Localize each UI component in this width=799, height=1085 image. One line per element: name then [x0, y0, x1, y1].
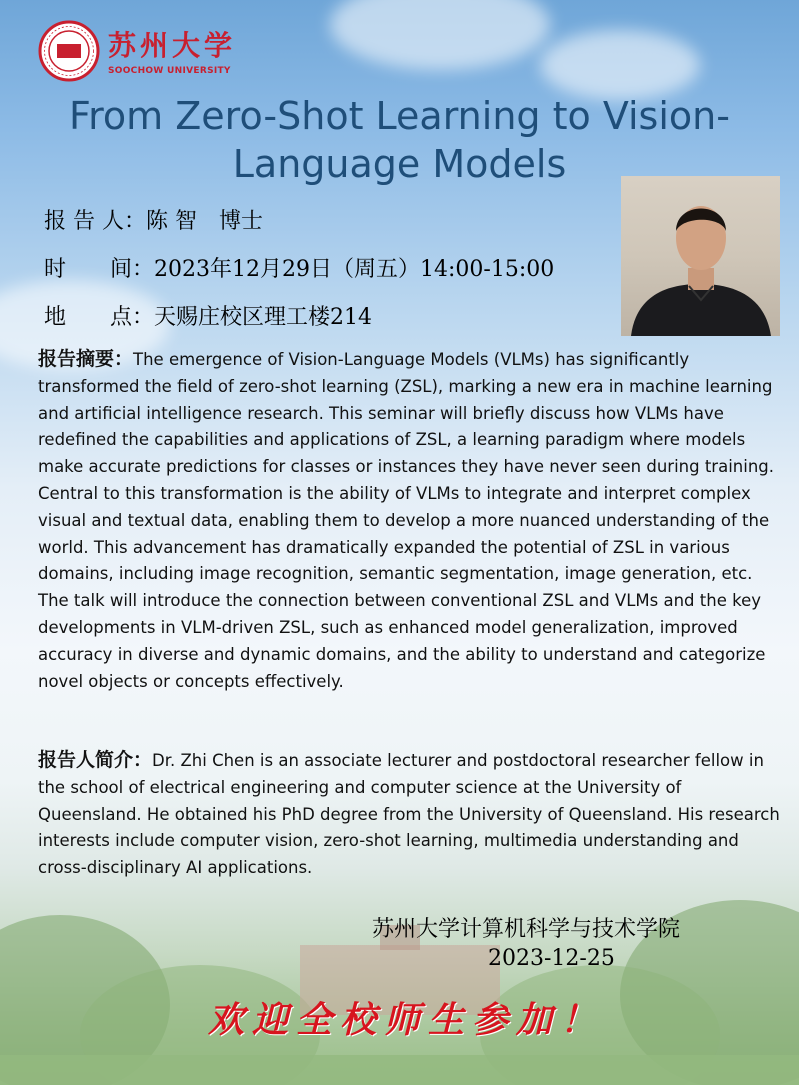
logo-name-en: SOOCHOW UNIVERSITY [108, 66, 231, 76]
place-label: 地 点： [44, 305, 155, 330]
bio-heading: 报告人简介： [38, 749, 153, 771]
bio-text: Dr. Zhi Chen is an associate lecturer and postdoctoral researcher fellow in the school of electrical engineering and computer science at the University of Queensland. He obtained his PhD degree from the University of Queensland. His research interests include computer vision, zero-shot learning, multimedia understanding and cross-disciplinary AI applications. [38, 751, 780, 878]
speaker-value: 陈 智 博士 [146, 209, 263, 234]
university-seal-icon [38, 20, 100, 82]
time-label: 时 间： [44, 257, 155, 282]
seminar-title: From Zero-Shot Learning to Vision-Language Models [69, 94, 730, 186]
speaker-line [44, 204, 263, 235]
notice-date: 2023-12-25 [488, 946, 615, 971]
university-logo [38, 20, 248, 84]
speaker-label: 报 告 人： [44, 209, 146, 234]
welcome-message: 欢迎全校师生参加！ [208, 999, 605, 1041]
time-value: 2023年12月29日（周五）14:00-15:00 [154, 257, 555, 282]
logo-name-cn: 苏州大学 [108, 29, 237, 62]
cloud-decoration [540, 30, 700, 100]
bio-section [38, 747, 780, 882]
time-line [44, 252, 554, 283]
place-value: 天赐庄校区理工楼214 [154, 305, 373, 330]
place-line [44, 300, 372, 331]
abstract-section [38, 346, 780, 695]
department-name: 苏州大学计算机科学与技术学院 [372, 917, 681, 942]
abstract-text: The emergence of Vision-Language Models (VLMs) has significantly transformed the field of zero-shot learning (ZSL), marking a new era in machine learning and artificial intelligence research. This seminar will briefly discuss how VLMs have redefined the capabilities and applications of ZSL, a learning paradigm where models make accurate predictions for classes or instances they have never seen during training. Central to this transformation is the ability of VLMs to integrate and interpret complex visual and textual data, enabling them to develop a more nuanced understanding of the world. This advancement has dramatically expanded the potential of ZSL in various domains, including image recognition, semantic segmentation, image generation, etc. The talk will introduce the connection between conventional ZSL and VLMs and the key developments in VLM-driven ZSL, such as enhanced model generalization, improved accuracy in diverse and dynamic domains, and the ability to understand and categorize novel objects or concepts effectively. [38, 350, 775, 691]
abstract-heading: 报告摘要： [38, 348, 134, 370]
speaker-photo [621, 176, 780, 336]
